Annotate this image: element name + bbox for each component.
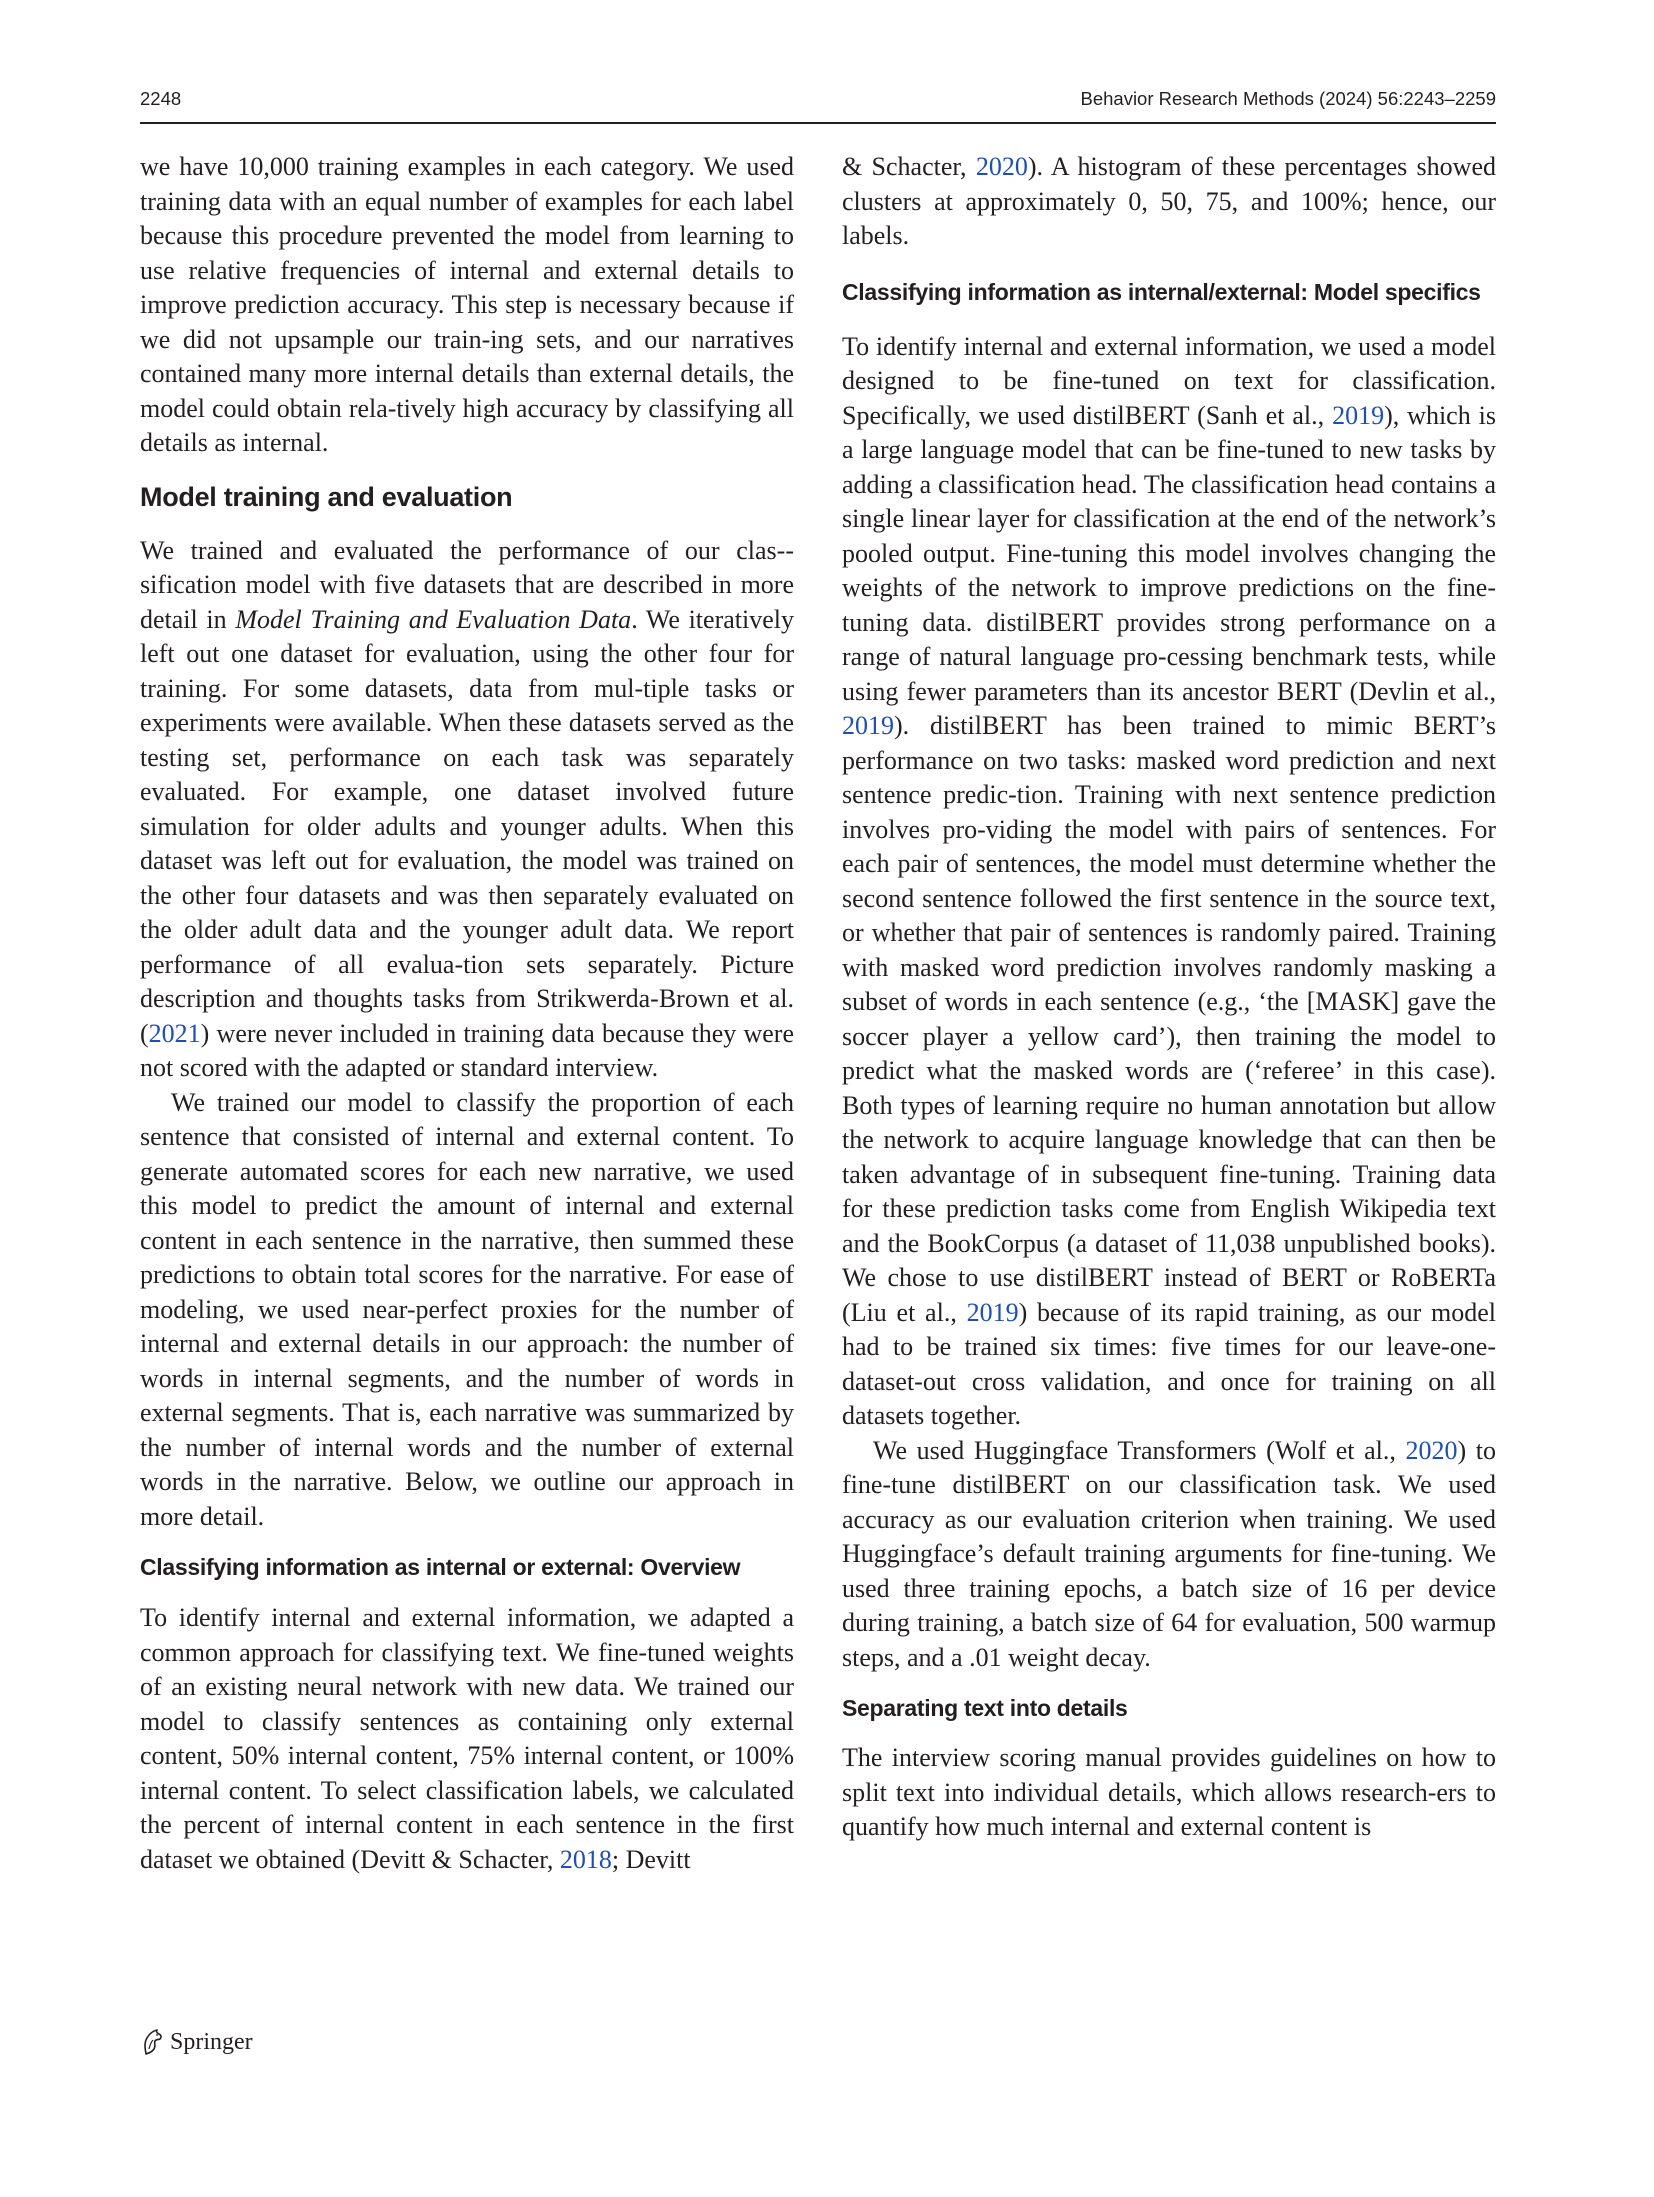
running-header bbox=[140, 88, 1496, 112]
text-run: & Schacter, bbox=[842, 152, 976, 181]
citation-link[interactable]: 2019 bbox=[966, 1297, 1019, 1327]
italic-reference: Model Training and Evaluation Data bbox=[235, 604, 632, 634]
subsection-heading-model-specifics: Classifying information as internal/external: Model specifics bbox=[842, 278, 1481, 305]
springer-horse-icon bbox=[140, 2028, 164, 2056]
text-run: To identify internal and external information, we adapted a common approach for classifying text. We fine-tuned weights of an existing neural network with new data. We trained our model to classify sentences as containing only external content, 50% internal content, 75% internal content, or 100% internal content. To select classification labels, we calculated the percent of internal content in each sentence in the first dataset we obtained (Devitt & Schacter, bbox=[140, 1603, 794, 1874]
paragraph-scoring-manual: The interview scoring manual provides guidelines on how to split text into individual details, which allows research-ers to quantify how much internal and external content is bbox=[842, 1743, 1496, 1841]
paragraph-huggingface bbox=[842, 1434, 1496, 1676]
text-run: To identify internal and external information, we used a model designed to be fine-tuned on text for classification. Specifically, we used distilBERT (Sanh et al., bbox=[842, 331, 1496, 430]
citation-link[interactable]: 2020 bbox=[975, 152, 1028, 181]
header-rule bbox=[140, 122, 1496, 124]
text-run: ) because of its rapid training, as our model had to be trained six times: five times for our leave-one-dataset-out cross validation, and once for training on all datasets together. bbox=[842, 1297, 1496, 1430]
page-number: 2248 bbox=[140, 88, 182, 109]
page-footer bbox=[140, 2025, 253, 2059]
citation-link[interactable]: 2019 bbox=[842, 711, 894, 740]
paragraph-proportion-classification: We trained our model to classify the proportion of each sentence that consisted of internal and external content. To generate automated scores for each new narrative, we used this model to predict the amount of internal and external content in each sentence in the narrative, then summed these predictions to obtain total scores for the narrative. For ease of modeling, we used near-perfect proxies for the number of internal and external details in our approach: the number of words in internal segments, and the number of words in external segments. That is, each narrative was summarized by the number of internal words and the number of external words in the narrative. Below, we outline our approach in more detail. bbox=[140, 1087, 794, 1531]
paragraph-upsampling: we have 10,000 training examples in each category. We used training data with an equal number of examples for each label because this procedure prevented the model from learning to use relative frequencies of internal and external details to improve prediction accuracy. This step is necessary because if we did not upsample our train-ing sets, and our narratives contained many more internal details than external details, the model could obtain rela-tively high accuracy by classifying all details as internal. bbox=[140, 152, 794, 457]
citation-link[interactable]: 2020 bbox=[1405, 1435, 1458, 1465]
subsection-heading-overview: Classifying information as internal or external: Overview bbox=[140, 1554, 741, 1580]
text-run: ; Devitt bbox=[611, 1844, 691, 1874]
subsection-heading-separating: Separating text into details bbox=[842, 1695, 1128, 1721]
paragraph-histogram bbox=[842, 150, 1496, 254]
text-run: ) were never included in training data because they were not scored with the adapted or standard interview. bbox=[140, 1018, 794, 1082]
text-run: . We iteratively left out one dataset for evaluation, using the other four for training. For some datasets, data from mul-tiple tasks or experiments were available. When these datasets served as the testing set, performance on each task was separately evaluated. For example, one dataset involved future simulation for older adults and younger adults. When this dataset was left out for evaluation, the model was trained on the other four datasets and was then separately evaluated on the older adult data and the younger adult data. We report performance of all evalua-tion sets separately. Picture description and thoughts tasks from Strikwerda-Brown et al. ( bbox=[140, 604, 794, 1048]
paragraph-distilbert bbox=[842, 330, 1496, 1434]
text-run: ) to fine-tune distilBERT on our classification task. We used accuracy as our evaluation criterion when training. We used Huggingface’s default training arguments for fine-tuning. We used three training epochs, a batch size of 16 per device during training, a batch size of 64 for evaluation, 500 warmup steps, and a .01 weight decay. bbox=[842, 1435, 1496, 1672]
right-column bbox=[842, 150, 1496, 1845]
left-column bbox=[140, 150, 794, 1877]
citation-link[interactable]: 2019 bbox=[1332, 400, 1385, 430]
text-run: ). A histogram of these percentages showed clusters at approximately 0, 50, 75, and 100%; hence, our labels. bbox=[842, 152, 1496, 250]
journal-citation: Behavior Research Methods (2024) 56:2243–2259 bbox=[1080, 88, 1496, 109]
text-run: ). distilBERT has been trained to mimic BERT’s performance on two tasks: masked word prediction and next sentence predic-tion. Training with next sentence prediction involves pro-viding the model with pairs of sentences. For each pair of sentences, the model must determine whether the second sentence followed the first sentence in the source text, or whether that pair of sentences is randomly paired. Training with masked word prediction involves randomly masking a subset of words in each sentence (e.g., ‘the [MASK] gave the soccer player a yellow card’), then training the model to predict what the masked words are (‘referee’ in this case). Both types of learning require no human annotation but allow the network to acquire language knowledge that can then be taken advantage of in subsequent fine-tuning. Training data for these prediction tasks come from English Wikipedia text and the BookCorpus (a dataset of 11,038 unpublished books). We chose to use distilBERT instead of BERT or RoBERTa (Liu et al., bbox=[842, 711, 1496, 1327]
citation-link[interactable]: 2018 bbox=[559, 1844, 612, 1874]
text-run: ), which is a large language model that can be fine-tuned to new tasks by adding a classification head. The classification head contains a single linear layer for classification at the end of the network’s pooled output. Fine-tuning this model involves changing the weights of the network to improve predictions on the fine-tuning data. distilBERT provides strong performance on a range of natural language pro-cessing benchmark tests, while using fewer parameters than its ancestor BERT (Devlin et al., bbox=[842, 400, 1496, 706]
citation-link[interactable]: 2021 bbox=[148, 1018, 201, 1048]
text-run: We used Huggingface Transformers (Wolf et al., bbox=[873, 1435, 1406, 1465]
paragraph-training-evaluation bbox=[140, 534, 794, 1086]
section-heading-model-training: Model training and evaluation bbox=[140, 481, 513, 512]
publisher-name: Springer bbox=[170, 2028, 253, 2055]
paragraph-overview bbox=[140, 1601, 794, 1877]
text-run: We trained and evaluated the performance of our clas-sification model with five datasets that are described in more detail in bbox=[140, 535, 794, 634]
